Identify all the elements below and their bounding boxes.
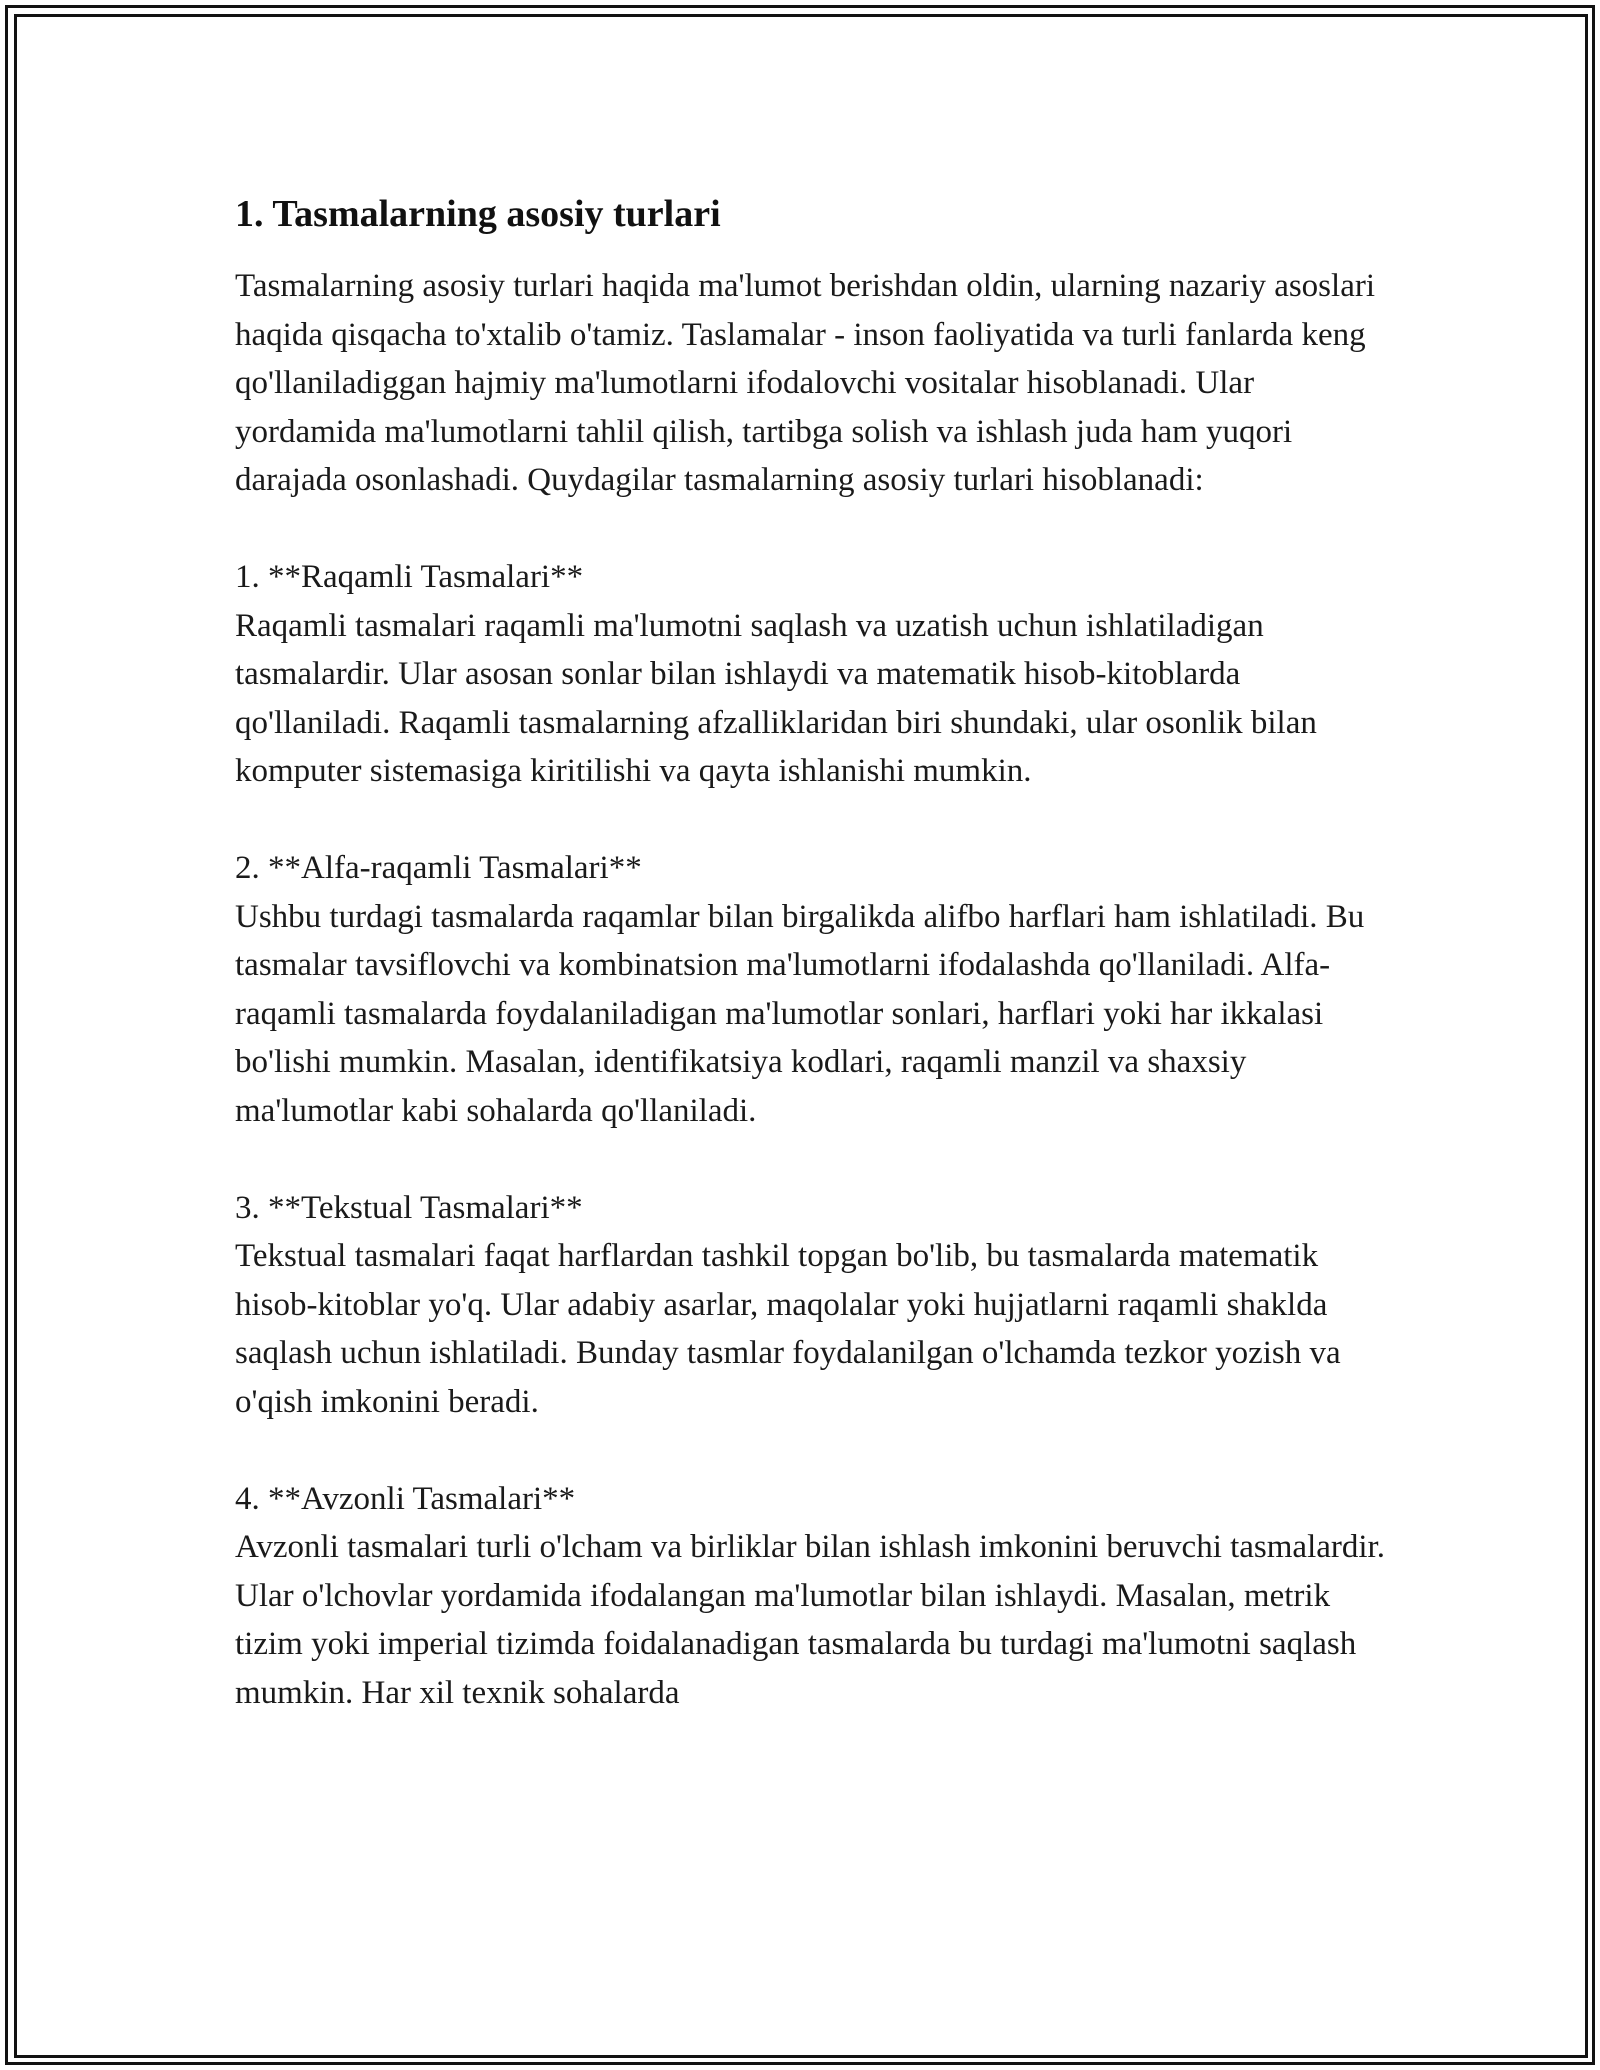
section-body-raqamli: Raqamli tasmalari raqamli ma'lumotni saqlash va uzatish uchun ishlatiladigan tasmalardir. Ular asosan sonlar bilan ishlaydi va matematik hisob-kitoblarda qo'llaniladi. Raqamli tasmalarning afzalliklaridan biri shundaki, ular osonlik bilan komputer sistemasiga kiritilishi va qayta ishlanishi mumkin. [235,607,1317,789]
paragraph-gap [235,1426,1385,1475]
section-title-avzonli: 4. **Avzonli Tasmalari** [235,1480,576,1517]
section-title-tekstual: 3. **Tekstual Tasmalari** [235,1189,583,1226]
section-title-alfa-raqamli: 2. **Alfa-raqamli Tasmalari** [235,850,642,886]
document-body [235,186,1385,1717]
section-heading: 1. Tasmalarning asosiy turlari [235,193,721,235]
section-body-tekstual: Tekstual tasmalari faqat harflardan tashkil topgan bo'lib, bu tasmalarda matematik hisob-kitoblar yo'q. Ular adabiy asarlar, maqolalar yoki hujjatlarni raqamli shaklda saqlash uchun ishlatiladi. Bunday tasmlar foydalanilgan o'lchamda tezkor yozish va o'qish imkonini beradi. [235,1238,1341,1420]
section-body-avzonli: Avzonli tasmalari turli o'lcham va birliklar bilan ishlash imkonini beruvchi tasmalardir. Ular o'lchovlar yordamida ifodalangan ma'lumotlar bilan ishlaydi. Masalan, metrik tizim yoki imperial tizimda foidalanadigan tasmalarda bu turdagi ma'lumotni saqlash mumkin. Har xil texnik sohalarda [235,1529,1385,1711]
paragraph-gap [235,1135,1385,1184]
section-title-raqamli: 1. **Raqamli Tasmalari** [235,559,584,595]
intro-paragraph: Tasmalarning asosiy turlari haqida ma'lumot berishdan oldin, ularning nazariy asoslari haqida qisqacha to'xtalib o'tamiz. Taslamalar - inson faoliyatida va turli fanlarda keng qo'llaniladiggan hajmiy ma'lumotlarni ifodalovchi vositalar hisoblanadi. Ular yordamida ma'lumotlarni tahlil qilish, tartibga solish va ishlash juda ham yuqori darajada osonlashadi. Quydagilar tasmalarning asosiy turlari hisoblanadi: [235,268,1375,498]
paragraph-gap [235,796,1385,845]
section-body-alfa-raqamli: Ushbu turdagi tasmalarda raqamlar bilan birgalikda alifbo harflari ham ishlatiladi. Bu tasmalar tavsiflovchi va kombinatsion ma'lumotlarni ifodalashda qo'llaniladi. Alfa-raqamli tasmalarda foydalaniladigan ma'lumotlar sonlari, harflari yoki har ikkalasi bo'lishi mumkin. Masalan, identifikatsiya kodlari, raqamli manzil va shaxsiy ma'lumotlar kabi sohalarda qo'llaniladi. [235,898,1365,1129]
paragraph-gap [235,505,1385,554]
